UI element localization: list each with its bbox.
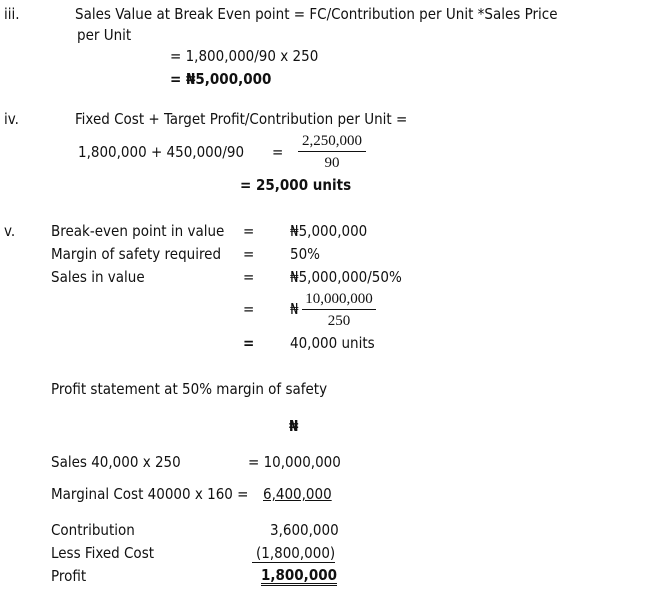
contribution-amount: 3,600,000 [270, 521, 339, 539]
fraction-numerator: 10,000,000 [302, 290, 376, 310]
sales-amount: = 10,000,000 [248, 453, 341, 471]
bep-value: ₦5,000,000 [290, 222, 368, 240]
section-iii-formula-cont: per Unit [77, 26, 132, 44]
currency-naira: ₦ [290, 300, 299, 318]
profit-statement-title: Profit statement at 50% margin of safety [51, 380, 328, 398]
profit-label: Profit [51, 567, 87, 585]
section-iii-label: iii. [4, 5, 20, 23]
section-iii-step: = 1,800,000/90 x 250 [170, 47, 319, 65]
fraction-numerator: 2,250,000 [298, 132, 366, 152]
sales-value-label: Sales in value [51, 268, 145, 286]
fraction-denominator: 90 [324, 155, 340, 171]
final-equals: = [243, 334, 255, 352]
fixed-cost-label: Less Fixed Cost [51, 544, 155, 562]
fraction-denominator: 250 [327, 313, 351, 329]
fixed-cost-amount: (1,800,000) [252, 544, 335, 563]
section-iv-result: = 25,000 units [240, 176, 352, 194]
section-iv-equals: = [272, 143, 284, 161]
marginal-cost-label: Marginal Cost 40000 x 160 = [51, 485, 249, 503]
profit-amount: 1,800,000 [261, 566, 337, 584]
marginal-cost-amount: 6,400,000 [263, 485, 332, 503]
margin-safety-label: Margin of safety required [51, 245, 222, 263]
bep-value-equals: = [243, 222, 255, 240]
section-v-label: v. [4, 222, 16, 240]
currency-header: ₦ [289, 417, 299, 435]
sales-label: Sales 40,000 x 250 [51, 453, 181, 471]
section-iv-label: iv. [4, 110, 19, 128]
sales-value: ₦5,000,000/50% [290, 268, 402, 286]
final-units: 40,000 units [290, 334, 375, 352]
section-iv-fraction [298, 132, 366, 172]
section-iv-expression: 1,800,000 + 450,000/90 [78, 143, 245, 161]
margin-safety-value: 50% [290, 245, 320, 263]
fraction-equals: = [243, 300, 255, 318]
section-iii-result: = ₦5,000,000 [170, 70, 272, 88]
sales-units-fraction [302, 290, 376, 330]
margin-safety-equals: = [243, 245, 255, 263]
sales-value-equals: = [243, 268, 255, 286]
section-iv-formula: Fixed Cost + Target Profit/Contribution per Unit = [75, 110, 408, 128]
section-iii-formula: Sales Value at Break Even point = FC/Contribution per Unit *Sales Price [75, 5, 558, 23]
bep-value-label: Break-even point in value [51, 222, 225, 240]
contribution-label: Contribution [51, 521, 135, 539]
